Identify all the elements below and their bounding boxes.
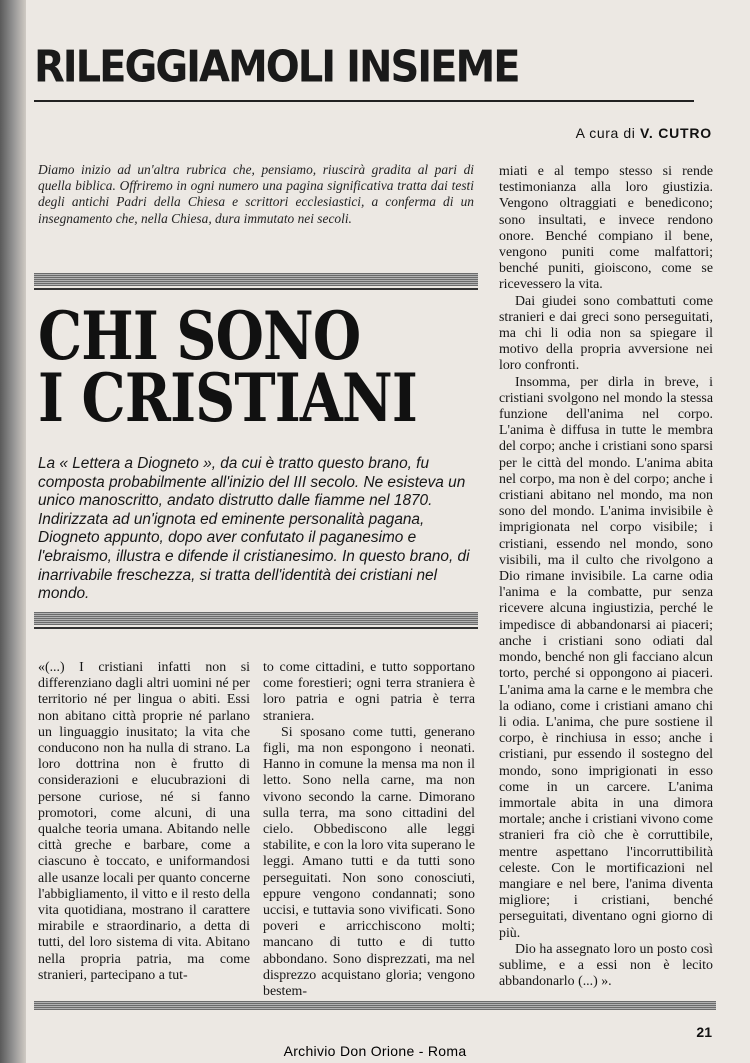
- byline-author: V. CUTRO: [639, 125, 712, 141]
- paragraph: to come cittadini, e tutto sopportano come forestieri; ogni terra straniera è loro patria e ogni patria è terra straniera.: [263, 660, 475, 724]
- paragraph: «(...) I cristiani infatti non si differenziano dagli altri uomini né per territorio né per lingua o abiti. Essi non abitano città proprie né parlano un linguaggio inusitato; la vita che conducono non ha nulla di strano. La loro dottrina non è frutto di considerazioni e elucubrazioni di persone curiose, né si fanno promotori, come alcuni, di una qualche teoria umana. Abitando nelle città greche e barbare, come a ciascuno è toccato, e uniformandosi alle usanze locali per quanto concerne l'abbigliamento, il vitto e il resto della vita quotidiana, mostrano il carattere mirabile e straordinario, a detta di tutti, del loro sistema di vita. Abitano nella propria patria, ma come stranieri, partecipano a tut-: [38, 660, 250, 983]
- byline: [576, 125, 712, 141]
- divider-line-upper: [34, 288, 478, 290]
- paragraph: Dio ha assegnato loro un posto così sublime, e a essi non è lecito abbandonarlo (...) ».: [499, 941, 713, 990]
- paragraph: Si sposano come tutti, generano figli, ma non espongono i neonati. Hanno in comune la mensa ma non il letto. Sono nella carne, ma non vivono secondo la carne. Dimorano sulla terra, ma sono cittadini del cielo. Obbediscono alle leggi stabilite, e con la loro vita superano le leggi. Amano tutti e da tutti sono perseguitati. Non sono conosciuti, eppure vengono condannati; sono uccisi, e tuttavia sono vivificati. Sono poveri e arricchiscono molti; mancano di tutto e di tutto abbondano. Sono disprezzati, ma nel disprezzo acquistano gloria; vengono bestem-: [263, 724, 475, 1000]
- title-rule: [34, 100, 694, 102]
- body-column-2: [263, 660, 475, 1000]
- body-column-3: [499, 164, 713, 990]
- footer-bar: [34, 1001, 716, 1010]
- divider-bar-upper: [34, 273, 478, 286]
- article-headline: [38, 297, 417, 437]
- body-column-1: [38, 660, 250, 984]
- headline-line-2: I CRISTIANI: [38, 359, 417, 437]
- paragraph: miati e al tempo stesso si rende testimonianza alla loro giustizia. Vengono oltraggiati e benedicono; sono insultati, e invece rendono onore. Benché compiano il bene, vengono puniti come malfattori; benché puniti, gioiscono, come se ricevessero la vita.: [499, 164, 713, 293]
- page-number: 21: [696, 1024, 712, 1040]
- page-edge-shadow: [0, 0, 26, 1063]
- divider-line-lower: [34, 627, 478, 629]
- archive-watermark: Archivio Don Orione - Roma: [283, 1043, 467, 1059]
- headline-line-1: CHI SONO: [38, 297, 361, 375]
- paragraph: Dai giudei sono combattuti come stranieri e dai greci sono perseguitati, ma chi li odia non sa spiegare il motivo della propria avversione nei loro confronti.: [499, 293, 713, 374]
- rubric-title: RILEGGIAMOLI INSIEME: [34, 42, 519, 93]
- byline-prefix: A cura di: [575, 125, 636, 141]
- divider-bar-lower: [34, 612, 478, 625]
- paragraph: Insomma, per dirla in breve, i cristiani svolgono nel mondo la stessa funzione dell'anima nel corpo. L'anima è diffusa in tutte le membra del corpo; anche i cristiani sono sparsi per le città del mondo. L'anima abita nel corpo, ma non è del corpo; anche i cristiani abitano nel mondo, ma non sono del mondo. L'anima invisibile è imprigionata nel corpo visibile; i cristiani, essendo nel mondo, sono visibili, ma il culto che rivolgono a Dio rimane invisibile. La carne odia l'anima e la combatte, pur senza ricevere alcuna ingiustizia, perché le impedisce di abbandonarsi ai piaceri; anche i cristiani sono odiati dal mondo, benché non gli facciano alcun torto, perché si oppongono ai piaceri. L'anima ama la carne e le membra che la odiano, come i cristiani amano chi li odia. L'anima, che pure sostiene il corpo, è rinchiusa in esso; anche i cristiani, pur essendo il sostegno del mondo, sono imprigionati in esso come in un carcere. L'anima immortale abita in una dimora mortale; anche i cristiani vivono come stranieri fra ciò che è corruttibile, mentre aspettano l'incorruttibilità celeste. Con le mortificazioni nel mangiare e nel bere, l'anima diventa migliore; i cristiani, benché perseguitati, diventano ogni giorno di più.: [499, 374, 713, 941]
- article-summary: La « Lettera a Diogneto », da cui è tratto questo brano, fu composta probabilmente all'inizio del III secolo. Ne esisteva un unico manoscritto, andato distrutto dalle fiamme nel 1870. Indirizzata ad un'ignota ed eminente personalità pagana, Diogneto appunto, dopo aver confutato il paganesimo e l'ebraismo, illustra e difende il cristianesimo. In questo brano, di inarrivabile freschezza, si tratta dell'identità dei cristiani nel mondo.: [38, 455, 470, 603]
- rubric-intro: Diamo inizio ad un'altra rubrica che, pensiamo, riuscirà gradita al pari di quella biblica. Offriremo in ogni numero una pagina significativa tratta dai testi degli antichi Padri della Chiesa e scrittori ecclesiastici, a conferma di un insegnamento che, nella Chiesa, dura immutato nei secoli.: [38, 162, 474, 226]
